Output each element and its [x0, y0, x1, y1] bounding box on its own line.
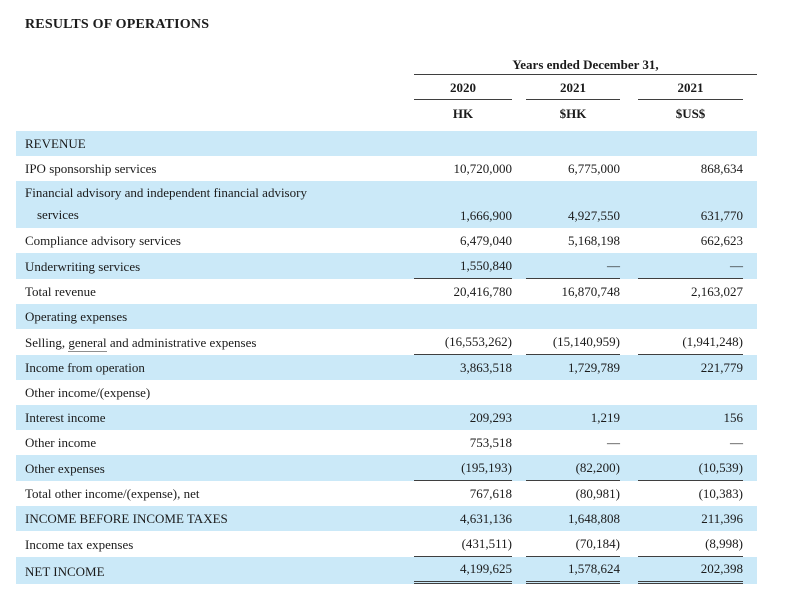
row-label: Other income: [25, 435, 97, 450]
year-header-col2: 2021: [526, 75, 620, 100]
row-label: Interest income: [25, 410, 106, 425]
value-cell-col2: [526, 131, 620, 156]
row-label: Other expenses: [25, 461, 105, 476]
table-row: [16, 253, 757, 279]
value-cell-col1: 10,720,000: [453, 161, 512, 176]
table-row: [16, 304, 757, 329]
value-cell-col1: 4,199,625: [414, 557, 512, 584]
value-cell-col1: 209,293: [469, 410, 512, 425]
value-cell-col3: —: [638, 253, 743, 279]
value-cell-col3: 631,770: [700, 208, 743, 223]
value-cell-col2: 5,168,198: [568, 233, 620, 248]
value-cell-col1: 767,618: [469, 486, 512, 501]
value-cell-col2: [526, 380, 620, 405]
currency-header-col3: $US$: [675, 106, 706, 121]
value-cell-col2: 1,729,789: [568, 360, 620, 375]
value-cell-col2: 16,870,748: [561, 284, 620, 299]
value-cell-col1: (431,511): [414, 531, 512, 557]
value-cell-col3: [638, 304, 743, 329]
row-label: Income tax expenses: [25, 537, 134, 552]
value-cell-col2: (80,981): [575, 486, 620, 501]
value-cell-col2: 1,648,808: [568, 511, 620, 526]
row-label: Financial advisory and independent financial advisory services: [25, 185, 307, 222]
table-row: [16, 329, 757, 355]
value-cell-col2: —: [607, 435, 620, 450]
table-row: [16, 380, 757, 405]
page-title: RESULTS OF OPERATIONS: [25, 17, 210, 32]
value-cell-col1: 6,479,040: [460, 233, 512, 248]
value-cell-col1: 3,863,518: [460, 360, 512, 375]
value-cell-col3: (10,539): [638, 455, 743, 481]
table-currency-row: [16, 100, 757, 125]
table-year-row: [16, 75, 757, 100]
value-cell-col3: 868,634: [700, 161, 743, 176]
value-cell-col1: 20,416,780: [453, 284, 512, 299]
value-cell-col2: —: [526, 253, 620, 279]
value-cell-col3: 156: [723, 410, 743, 425]
value-cell-col1: (195,193): [414, 455, 512, 481]
value-cell-col3: [638, 131, 743, 156]
table-body: [16, 131, 757, 584]
table-row: [16, 455, 757, 481]
results-of-operations-table: [16, 57, 757, 584]
value-cell-col1: 1,666,900: [460, 208, 512, 223]
value-cell-col1: [414, 304, 512, 329]
table-row: [16, 228, 757, 253]
table-row: [16, 279, 757, 304]
value-cell-col1: 4,631,136: [460, 511, 512, 526]
row-label: REVENUE: [25, 136, 86, 151]
value-cell-col3: —: [730, 435, 743, 450]
value-cell-col3: [638, 380, 743, 405]
value-cell-col2: 4,927,550: [568, 208, 620, 223]
table-row: [16, 481, 757, 506]
row-label: Other income/(expense): [25, 385, 151, 400]
table-row: [16, 156, 757, 181]
row-label: Selling, general and administrative expenses: [25, 335, 257, 350]
value-cell-col3: 202,398: [638, 557, 743, 584]
value-cell-col2: 6,775,000: [568, 161, 620, 176]
row-label: INCOME BEFORE INCOME TAXES: [25, 511, 228, 526]
table-row: [16, 131, 757, 156]
value-cell-col3: 662,623: [700, 233, 743, 248]
value-cell-col2: (70,184): [526, 531, 620, 557]
value-cell-col2: (82,200): [526, 455, 620, 481]
underlined-word: general: [68, 335, 107, 350]
row-label: Operating expenses: [25, 309, 128, 324]
value-cell-col2: (15,140,959): [526, 329, 620, 355]
table-row: [16, 355, 757, 380]
value-cell-col3: (1,941,248): [638, 329, 743, 355]
row-label: Compliance advisory services: [25, 233, 181, 248]
value-cell-col1: (16,553,262): [414, 329, 512, 355]
value-cell-col3: 211,396: [701, 511, 743, 526]
table-row: [16, 506, 757, 531]
value-cell-col3: (10,383): [698, 486, 743, 501]
table-row: [16, 430, 757, 455]
group-header: Years ended December 31,: [414, 57, 757, 75]
row-label: Total revenue: [25, 284, 96, 299]
value-cell-col1: [414, 131, 512, 156]
table-row: [16, 531, 757, 557]
value-cell-col2: [526, 304, 620, 329]
row-label: NET INCOME: [25, 564, 105, 579]
row-label: Total other income/(expense), net: [25, 486, 200, 501]
value-cell-col1: [414, 380, 512, 405]
table-row: [16, 557, 757, 584]
value-cell-col1: 1,550,840: [414, 253, 512, 279]
row-label: Income from operation: [25, 360, 145, 375]
currency-header-col1: HK: [452, 106, 474, 121]
table-row: [16, 405, 757, 430]
value-cell-col2: 1,219: [590, 410, 620, 425]
value-cell-col3: 2,163,027: [691, 284, 743, 299]
table-group-header-row: [16, 57, 757, 75]
year-header-col3: 2021: [638, 75, 743, 100]
year-header-col1: 2020: [414, 75, 512, 100]
value-cell-col2: 1,578,624: [526, 557, 620, 584]
value-cell-col1: 753,518: [469, 435, 512, 450]
table-row: [16, 181, 757, 228]
value-cell-col3: (8,998): [638, 531, 743, 557]
currency-header-col2: $HK: [559, 106, 587, 121]
row-label: Underwriting services: [25, 259, 141, 274]
value-cell-col3: 221,779: [700, 360, 743, 375]
row-label: IPO sponsorship services: [25, 161, 157, 176]
